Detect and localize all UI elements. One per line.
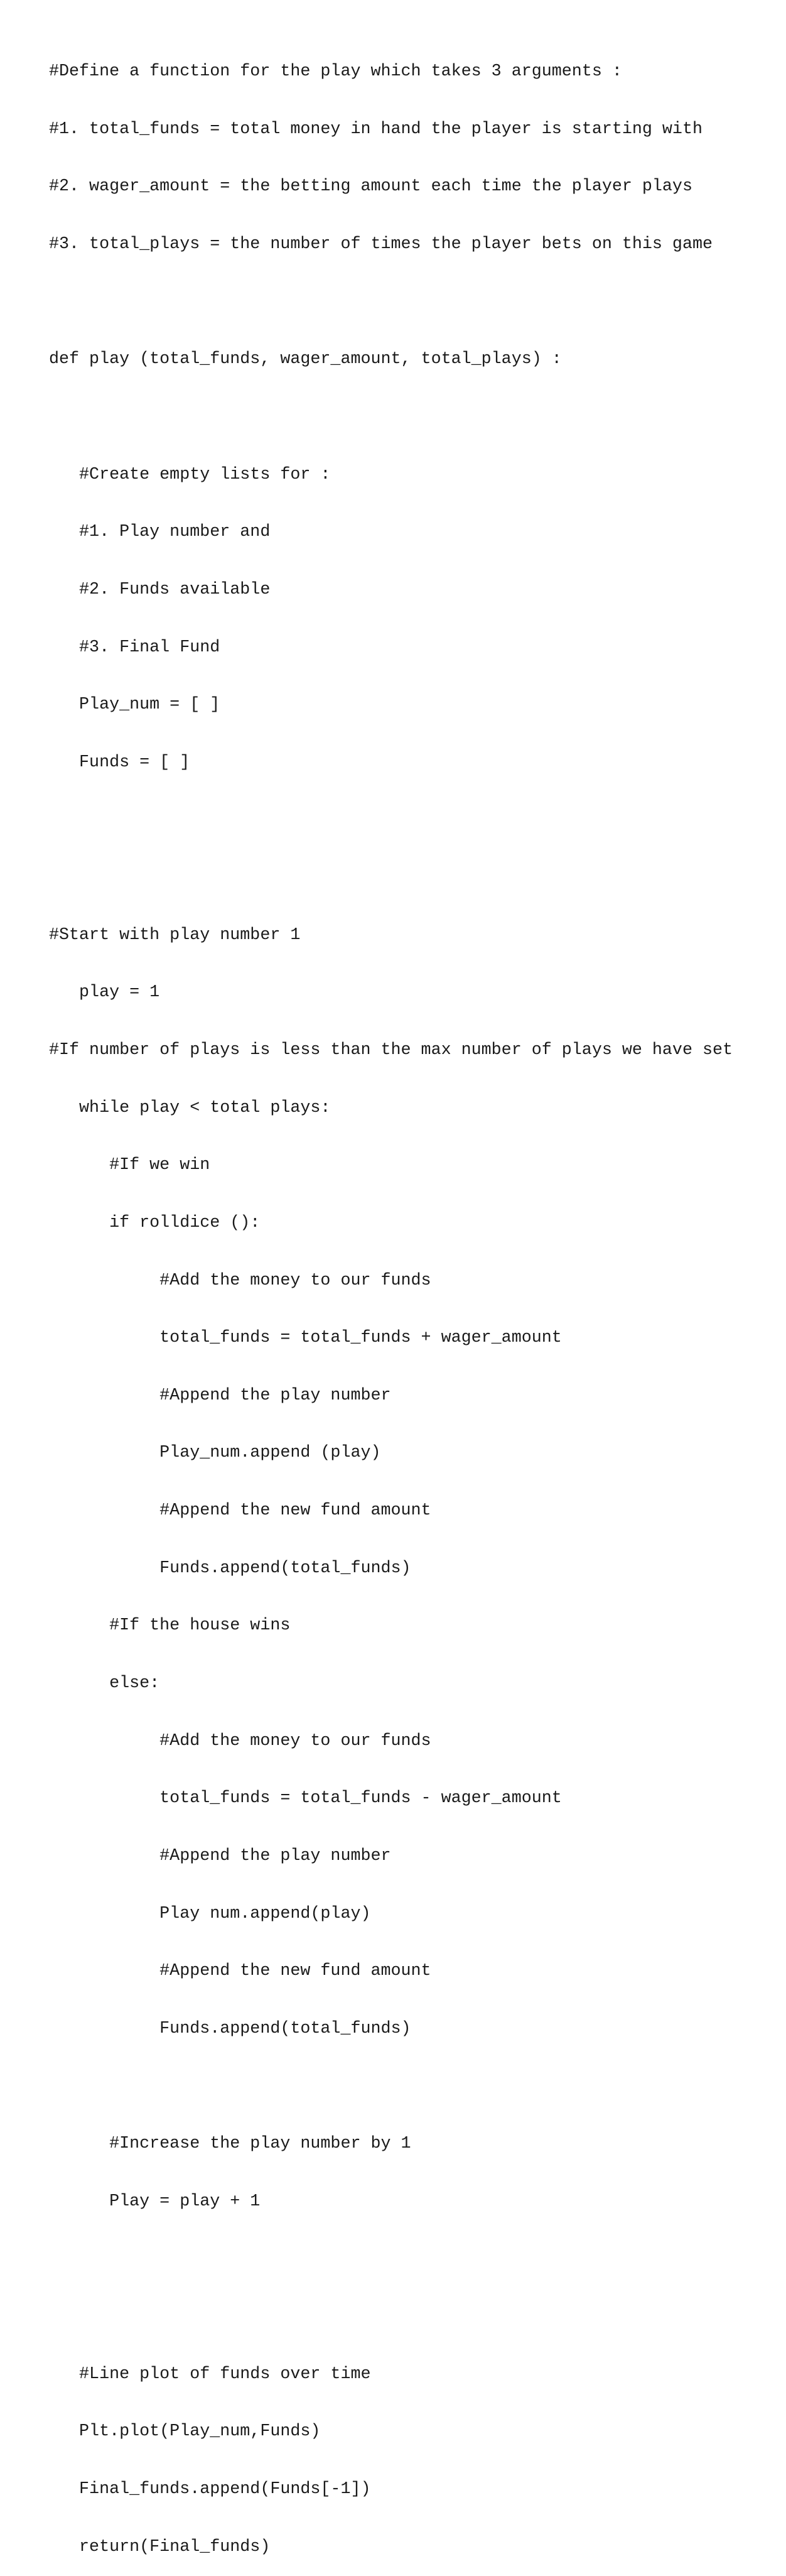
code-line: #Append the play number xyxy=(49,1386,391,1405)
code-line: total_funds = total_funds - wager_amount xyxy=(49,1789,562,1808)
code-line: Plt.plot(Play_num,Funds) xyxy=(49,2422,321,2442)
code-line: #If we win xyxy=(49,1156,210,1175)
code-line: #2. Funds available xyxy=(49,580,271,599)
code-line: #3. total_plays = the number of times the player bets on this game xyxy=(49,235,713,254)
code-line: #Define a function for the play which takes 3 arguments : xyxy=(49,62,622,82)
code-line: #Append the new fund amount xyxy=(49,1501,431,1521)
code-line: #Create empty lists for : xyxy=(49,465,331,484)
code-line: #1. Play number and xyxy=(49,523,271,542)
code-line: total_funds = total_funds + wager_amount xyxy=(49,1329,562,1348)
code-line: #2. wager_amount = the betting amount each time the player plays xyxy=(49,177,692,197)
code-line xyxy=(49,2249,733,2269)
code-line: #Append the play number xyxy=(49,1846,391,1866)
code-block xyxy=(49,24,733,2576)
code-line: #If the house wins xyxy=(49,1616,291,1636)
code-line: def play (total_funds, wager_amount, total_plays) : xyxy=(49,350,562,369)
code-line: Funds.append(total_funds) xyxy=(49,1558,411,1578)
code-line: #Line plot of funds over time xyxy=(49,2364,371,2384)
code-line xyxy=(49,293,733,312)
code-line: Play_num.append (play) xyxy=(49,1443,381,1463)
code-line: #Add the money to our funds xyxy=(49,1271,431,1290)
code-line: #3. Final Fund xyxy=(49,638,220,657)
code-line: #Increase the play number by 1 xyxy=(49,2134,411,2154)
code-line: #Add the money to our funds xyxy=(49,1731,431,1751)
code-line: #1. total_funds = total money in hand the player is starting with xyxy=(49,119,703,139)
code-line: while play < total plays: xyxy=(49,1098,331,1117)
code-line: else: xyxy=(49,1674,160,1693)
code-line: Play = play + 1 xyxy=(49,2192,261,2211)
code-line xyxy=(49,2307,733,2327)
code-line xyxy=(49,868,733,888)
code-line: Play_num = [ ] xyxy=(49,695,220,715)
code-line: #Append the new fund amount xyxy=(49,1962,431,1981)
code-line: Final_funds.append(Funds[-1]) xyxy=(49,2480,371,2499)
code-line: Play num.append(play) xyxy=(49,1904,371,1923)
code-line: Funds = [ ] xyxy=(49,753,190,772)
code-line: return(Final_funds) xyxy=(49,2537,271,2557)
code-line xyxy=(49,810,733,830)
code-line: play = 1 xyxy=(49,983,160,1003)
code-line xyxy=(49,408,733,427)
code-line: Funds.append(total_funds) xyxy=(49,2019,411,2038)
code-line xyxy=(49,2077,733,2097)
code-line: #If number of plays is less than the max number of plays we have set xyxy=(49,1040,733,1060)
code-line: #Start with play number 1 xyxy=(49,925,301,945)
code-line: if rolldice (): xyxy=(49,1213,261,1232)
